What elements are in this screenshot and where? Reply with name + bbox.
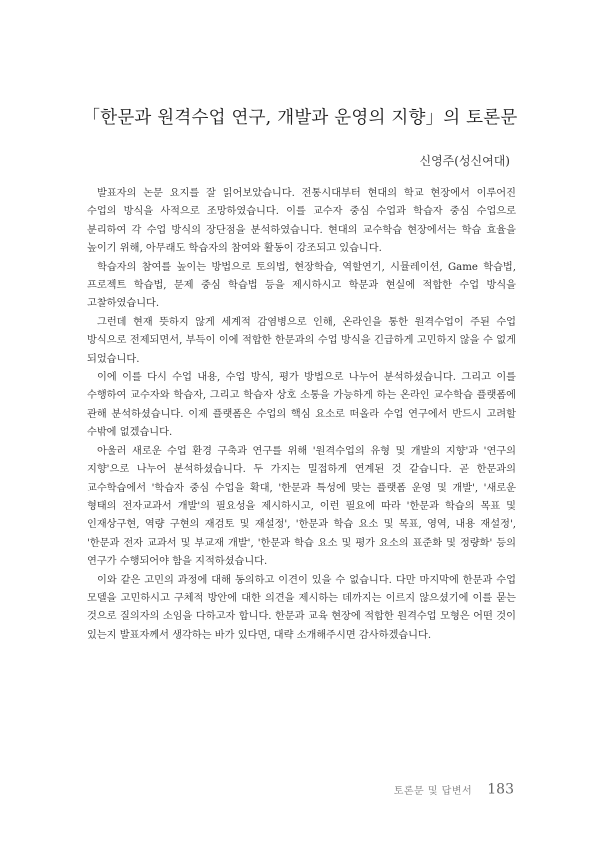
body-text	[87, 185, 516, 645]
paragraph: 이에 이를 다시 수업 내용, 수업 방식, 평가 방법으로 나누어 분석하셨습니다. 그리고 이를 수행하여 교수자와 학습자, 그리고 학습자 상호 소통을 가능하게 하는 온라인 교수학습 플랫폼에 관해 분석하셨습니다. 이제 플랫폼은 수업의 핵심 요소로 떠올라 수업 연구에서 반드시 고려할 수밖에 없겠습니다.	[87, 372, 516, 439]
running-footer-label: 토론문 및 답변서	[393, 786, 473, 797]
page-number: 183	[487, 781, 514, 798]
paragraph: 발표자의 논문 요지를 잘 읽어보았습니다. 전통시대부터 현대의 학교 현장에서 이루어진 수업의 방식을 사적으로 조망하였습니다. 이를 교수자 중심 수업과 학습자 중심 수업으로 분리하여 각 수업 방식의 장단점을 분석하였습니다. 현대의 교수학습 현장에서는 학습 효율을 높이기 위해, 아무래도 학습자의 참여와 활동이 강조되고 있습니다.	[87, 188, 516, 255]
page-title: 「한문과 원격수업 연구, 개발과 운영의 지향」의 토론문	[82, 107, 518, 128]
author-line: 신영주(성신여대)	[419, 154, 510, 168]
page-footer	[394, 779, 514, 798]
paragraph: 이와 같은 고민의 과정에 대해 동의하고 이견이 있을 수 없습니다. 다만 마지막에 한문과 수업 모델을 고민하시고 구체적 방안에 대한 의견을 제시하는 데까지는 이르지 않으셨기에 이를 묻는 것으로 질의자의 소임을 다하고자 합니다. 한문과 교육 현장에 적합한 원격수업 모형은 어떤 것이 있는지 발표자께서 생각하는 바가 있다면, 대략 소개해주시면 감사하겠습니다.	[87, 574, 516, 641]
paragraph: 아울러 새로운 수업 환경 구축과 연구를 위해 '원격수업의 유형 및 개발의 지향'과 '연구의 지향'으로 나누어 분석하셨습니다. 두 가지는 밀접하게 연계된 것 같습니다. 곧 한문과의 교수학습에서 '학습자 중심 수업을 확대, '한문과 특성에 맞는 플랫폼 운영 및 개발', '새로운 형태의 전자교과서 개발'의 필요성을 제시하시고, 이런 필요에 따라 '한문과 학습의 목표 및 인재상구현, 역량 구현의 재검토 및 재설정', '한문과 학습 요소 및 목표, 영역, 내용 재설정', '한문과 전자 교과서 및 부교재 개발', '한문과 학습 요소 및 평가 요소의 표준화 및 정량화' 등의 연구가 수행되어야 함을 지적하셨습니다.	[87, 445, 516, 568]
paragraph: 그런데 현재 뜻하지 않게 세계적 감염병으로 인해, 온라인을 통한 원격수업이 주된 수업 방식으로 전제되면서, 부득이 이에 적합한 한문과의 수업 방식을 긴급하게 고민하지 않을 수 없게 되었습니다.	[87, 316, 516, 365]
paragraph: 학습자의 참여를 높이는 방법으로 토의법, 현장학습, 역할연기, 시뮬레이션, Game 학습법, 프로젝트 학습법, 문제 중심 학습법 등을 제시하시고 학문과 현실에 적합한 수업 방식을 고찰하였습니다.	[87, 261, 516, 310]
